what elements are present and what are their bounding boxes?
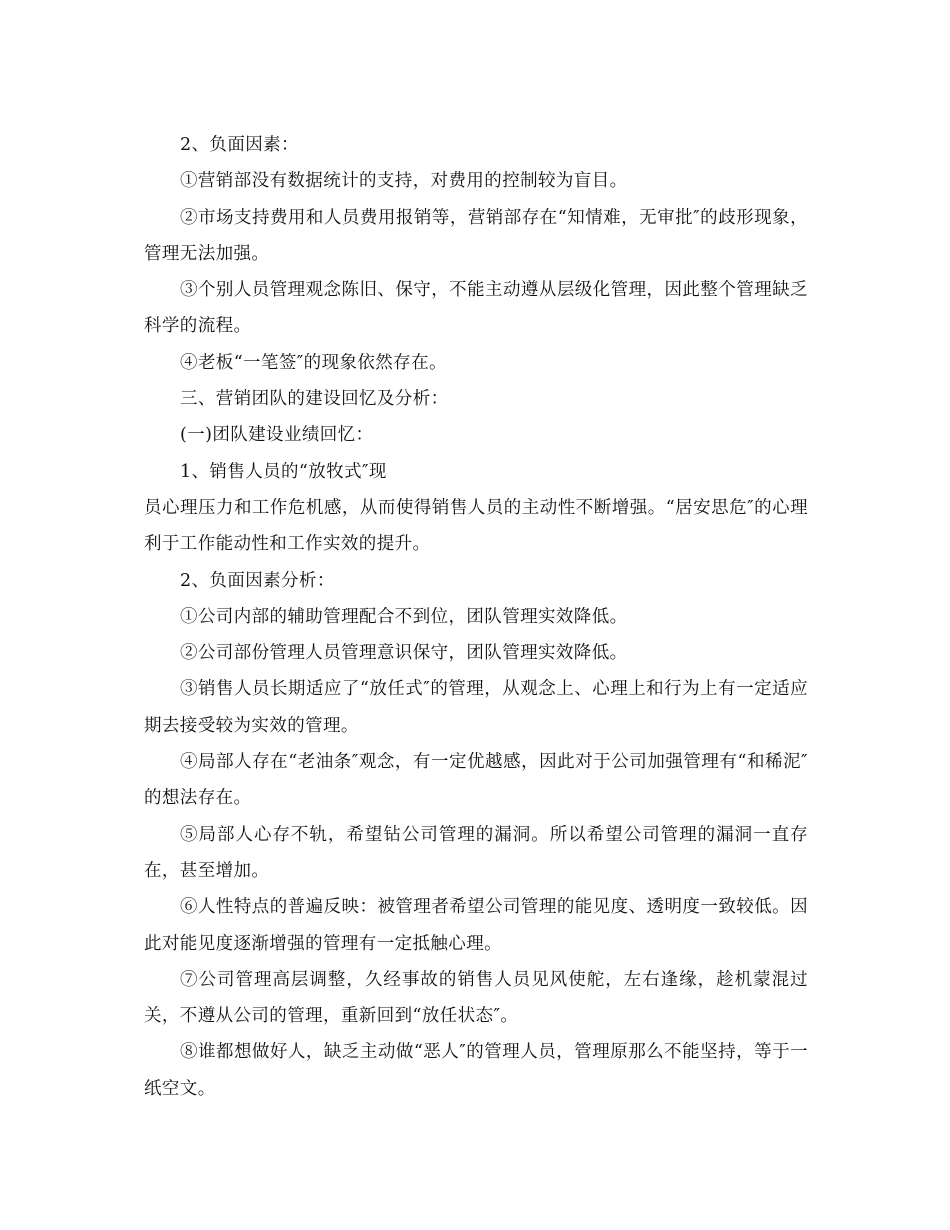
section-heading-team-building: 三、营销团队的建设回忆及分析： xyxy=(180,389,449,410)
document-body xyxy=(144,127,808,1107)
paragraph-analysis-4: ④局部人存在“老油条″观念，有一定优越感，因此对于公司加强管理有“和稀泥″的想法存在。 xyxy=(144,752,808,809)
paragraph-analysis-7: ⑦公司管理高层调整，久经事故的销售人员见风使舵，左右逢缘，趁机蒙混过关，不遵从公司的管理，重新回到“放任状态″。 xyxy=(144,969,808,1027)
paragraph-item-3: ③个别人员管理观念陈旧、保守，不能主动遵从层级化管理，因此整个管理缺乏科学的流程。 xyxy=(144,280,808,337)
paragraph-heading-negative-analysis: 2、负面因素分析： xyxy=(180,570,335,591)
paragraph-analysis-6: ⑥人性特点的普遍反映：被管理者希望公司管理的能见度、透明度一致较低。因此对能见度逐渐增强的管理有一定抵触心理。 xyxy=(144,897,808,954)
paragraph-analysis-1: ①公司内部的辅助管理配合不到位，团队管理实效降低。 xyxy=(180,606,628,627)
paragraph-item-2: ②市场支持费用和人员费用报销等，营销部存在“知情难，无审批″的歧形现象，管理无法加强。 xyxy=(144,207,808,264)
paragraph-pressure-continuation: 员心理压力和工作危机感，从而使得销售人员的主动性不断增强。“居安思危″的心理利于工作能动性和工作实效的提升。 xyxy=(144,497,808,555)
paragraph-analysis-3: ③销售人员长期适应了“放任式″的管理，从观念上、心理上和行为上有一定适应期去接受较为实效的管理。 xyxy=(144,679,808,736)
subsection-heading-team-review: (一)团队建设业绩回忆： xyxy=(180,425,374,446)
paragraph-item-1: ①营销部没有数据统计的支持，对费用的控制较为盲目。 xyxy=(180,171,628,192)
paragraph-analysis-8: ⑧谁都想做好人，缺乏主动做“恶人″的管理人员，管理原那么不能坚持，等于一纸空文。 xyxy=(144,1042,808,1099)
paragraph-analysis-2: ②公司部份管理人员管理意识保守，团队管理实效降低。 xyxy=(180,643,628,664)
paragraph-item-4: ④老板“一笔签″的现象依然存在。 xyxy=(180,352,447,373)
paragraph-heading-negative-factors: 2、负面因素： xyxy=(180,135,299,155)
paragraph-analysis-5: ⑤局部人心存不轨，希望钻公司管理的漏洞。所以希望公司管理的漏洞一直存在，甚至增加。 xyxy=(144,824,808,881)
paragraph-sales-staff: 1、销售人员的“放牧式″现 xyxy=(180,461,387,482)
